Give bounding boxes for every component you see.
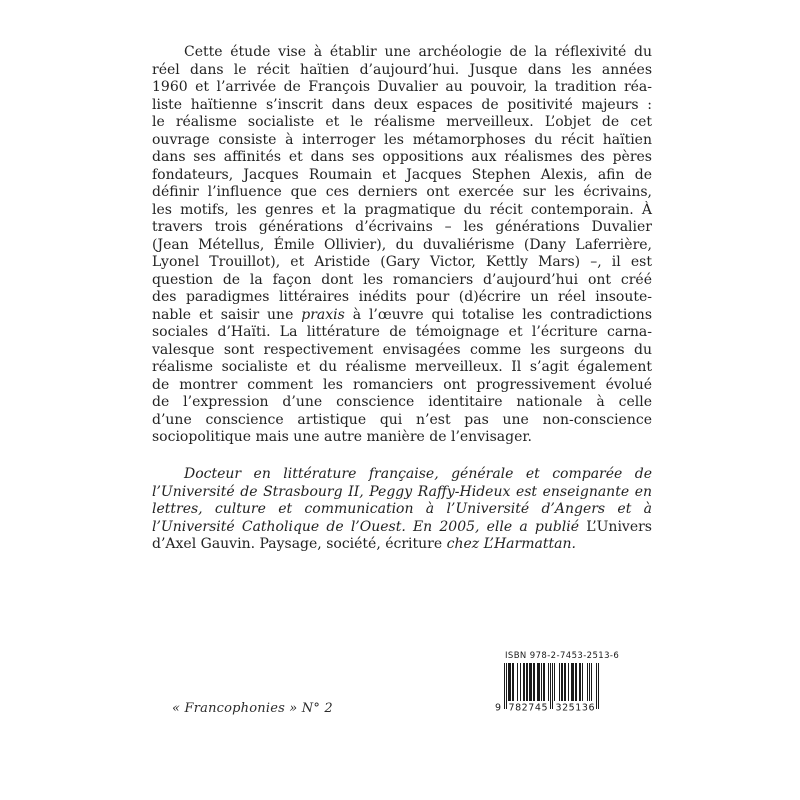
text-line	[152, 377, 652, 395]
text-segment: réel dans le récit haïtien d’aujourd’hui. Jusque dans les années	[152, 61, 652, 78]
text-segment: les motifs, les genres et la pragmatique du récit contemporain. À	[152, 201, 652, 218]
text-segment: sociopolitique mais une autre manière de l’envisager.	[152, 429, 532, 445]
text-segment: le réalisme socialiste et le réalisme merveilleux. L’objet de cet	[152, 114, 652, 130]
text-line	[152, 237, 652, 255]
text-line	[152, 466, 652, 484]
text-segment: dans ses affinités et dans ses oppositions aux réalismes des pères	[152, 149, 652, 165]
barcode-digits: 325136	[555, 702, 595, 714]
text-segment: Lyonel Trouillot), et Aristide (Gary Victor, Kettly Mars) –, il est	[152, 254, 652, 270]
text-line	[152, 44, 652, 62]
text-segment: valesque sont respectivement envisagées comme les surgeons du	[152, 341, 652, 358]
barcode-block	[490, 651, 660, 715]
text-line	[152, 519, 652, 537]
text-segment: de l’expression d’une conscience identitaire nationale à celle	[152, 394, 652, 410]
isbn-number: ISBN 978-2-7453-2513-6	[505, 651, 620, 661]
text-line	[152, 97, 652, 115]
text-line	[152, 272, 652, 290]
synopsis-paragraph	[152, 44, 652, 447]
text-segment: de montrer comment les romanciers ont progressivement évolué	[152, 376, 652, 393]
barcode-digits: 782745	[508, 702, 548, 714]
text-segment: des paradigmes littéraires inédits pour (d)écrire un réel insoute-	[152, 289, 652, 305]
text-segment: praxis	[301, 306, 345, 323]
text-segment: à l’œuvre qui totalise les contradictions	[344, 306, 652, 323]
text-segment: l’Université Catholique de l’Ouest. En 2005, elle a publié	[152, 518, 587, 535]
text-line	[152, 149, 652, 167]
text-segment: définir l’influence que ces derniers ont exercée sur les écrivains,	[152, 184, 652, 200]
text-line	[152, 254, 652, 272]
text-segment: liste haïtienne s’inscrit dans deux espaces de positivité majeurs :	[152, 96, 652, 113]
text-line	[152, 307, 652, 325]
barcode-digits: 9	[495, 702, 502, 714]
text-line	[152, 501, 652, 519]
text-line	[152, 484, 652, 502]
text-line	[152, 219, 652, 237]
series-label: « Francophonies » N° 2	[172, 701, 333, 716]
text-line	[152, 536, 652, 554]
text-segment: 1960 et l’arrivée de François Duvalier au pouvoir, la tradition réa-	[152, 79, 652, 95]
text-line	[152, 289, 652, 307]
text-segment: chez L’Harmattan.	[446, 536, 576, 553]
text-segment: d’Axel Gauvin. Paysage, société, écriture	[152, 536, 447, 553]
text-segment: nable et saisir une	[152, 306, 302, 323]
text-line	[152, 429, 652, 447]
text-segment: l’Université de Strasbourg II, Peggy Raffy-Hideux est enseignante en	[152, 483, 652, 500]
text-line	[152, 359, 652, 377]
text-segment: Cette étude vise à établir une archéologie de la réflexivité du	[184, 44, 652, 60]
text-line	[152, 412, 652, 430]
text-segment: travers trois générations d’écrivains – les générations Duvalier	[152, 219, 652, 235]
text-segment: ouvrage consiste à interroger les métamorphoses du récit haïtien	[152, 131, 652, 148]
text-line	[152, 79, 652, 97]
text-segment: (Jean Métellus, Émile Ollivier), du duvaliérisme (Dany Laferrière,	[152, 236, 652, 253]
text-line	[152, 394, 652, 412]
text-segment: d’une conscience artistique qui n’est pas une non-conscience	[152, 411, 652, 428]
text-line	[152, 114, 652, 132]
text-segment: lettres, culture et communication à l’Université d’Angers et à	[152, 501, 652, 518]
text-segment: réalisme socialiste et du réalisme merveilleux. Il s’agit également	[152, 359, 652, 375]
text-segment: question de la façon dont les romanciers d’aujourd’hui ont créé	[152, 271, 652, 288]
text-segment: fondateurs, Jacques Roumain et Jacques Stephen Alexis, afin de	[152, 166, 652, 183]
text-line	[152, 342, 652, 360]
text-segment: L’Univers	[586, 518, 652, 535]
ean13-barcode	[494, 663, 607, 715]
text-line	[152, 167, 652, 185]
text-segment: sociales d’Haïti. La littérature de témoignage et l’écriture carna-	[152, 324, 652, 340]
text-line	[152, 184, 652, 202]
author-bio-paragraph	[152, 466, 652, 554]
text-line	[152, 324, 652, 342]
text-line	[152, 62, 652, 80]
text-line	[152, 132, 652, 150]
text-segment: Docteur en littérature française, générale et comparée de	[184, 466, 652, 482]
text-line	[152, 202, 652, 220]
